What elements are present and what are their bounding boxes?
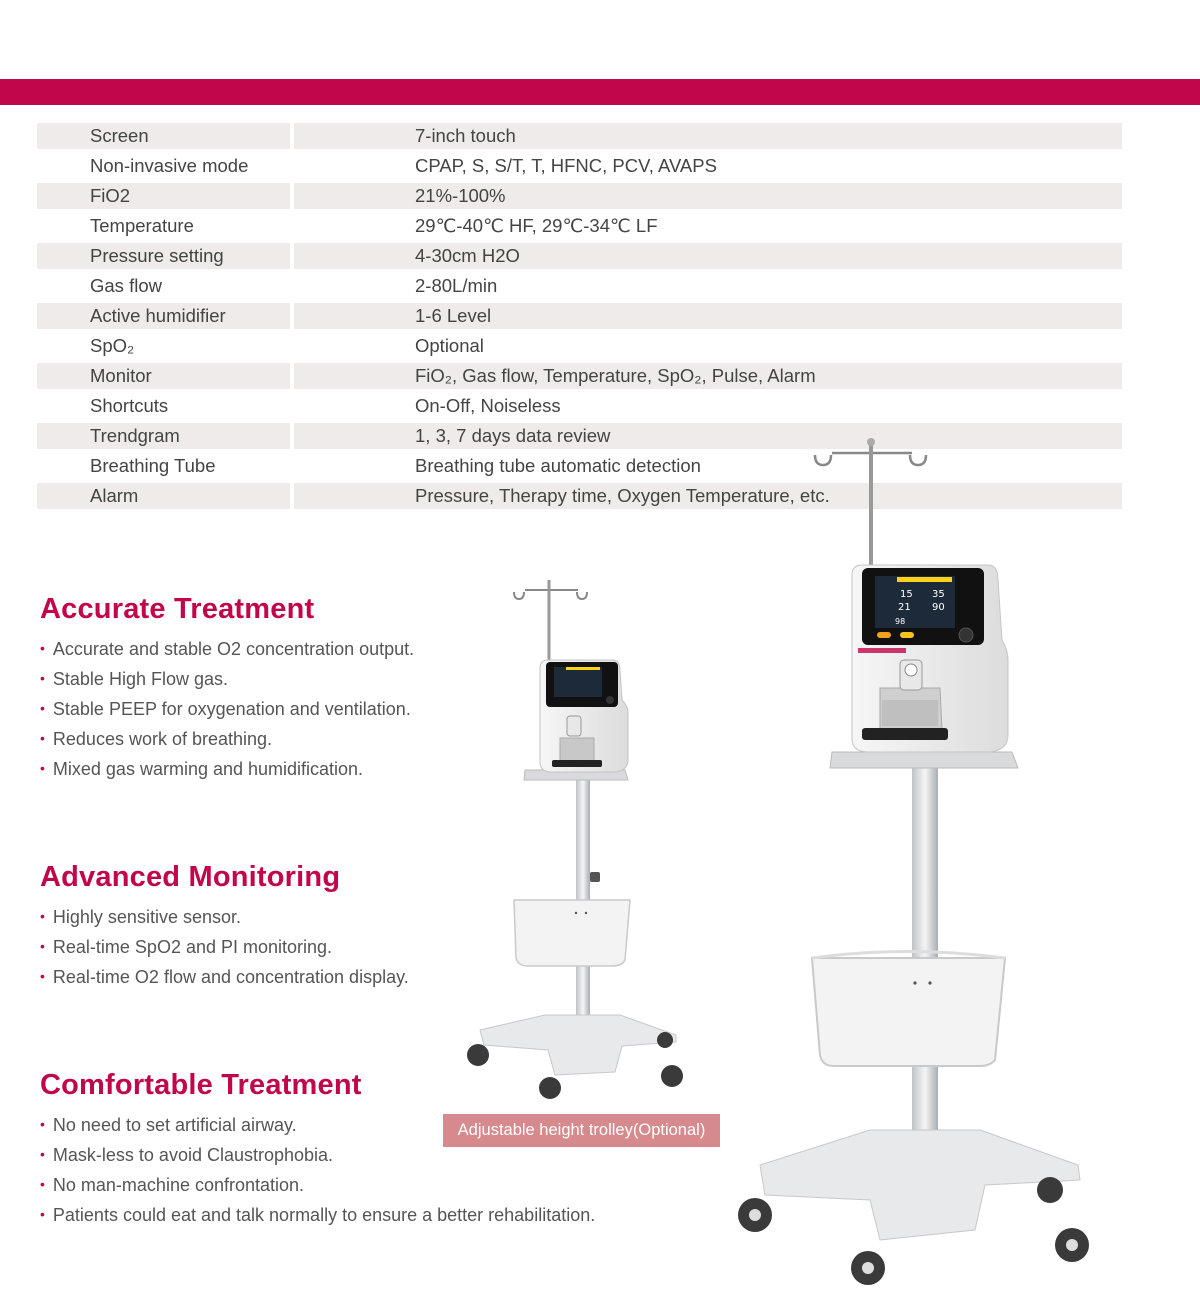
spec-value: FiO₂, Gas flow, Temperature, SpO₂, Pulse, Alarm [294,363,1122,389]
bullet-icon: • [40,968,45,984]
spec-label: Gas flow [90,275,162,296]
bullet-icon: • [40,760,45,776]
list-item: • No man-machine confrontation. [40,1175,305,1195]
spec-value: 4-30cm H2O [294,243,1122,269]
spec-value: 1-6 Level [294,303,1122,329]
trolley-caption: Adjustable height trolley(Optional) [443,1114,720,1147]
bullet-icon: • [40,1116,45,1132]
screen-readout: 21 [898,602,911,613]
spec-value: On-Off, Noiseless [415,395,561,416]
list-item: • Mask-less to avoid Claustrophobia. [40,1145,334,1165]
list-item: • Highly sensitive sensor. [40,907,241,927]
spec-label: SpO₂ [90,335,135,356]
list-item: • Stable High Flow gas. [40,669,228,689]
spec-value: 21%-100% [294,183,1122,209]
section-title: Comfortable Treatment [40,1069,362,1101]
spec-value: CPAP, S, S/T, T, HFNC, PCV, AVAPS [415,155,717,176]
bullet-icon: • [40,938,45,954]
screen-readout: 35 [932,589,945,600]
section-comfortable-treatment [40,1069,595,1230]
spec-label: Monitor [37,363,290,389]
small-trolley [467,580,683,1099]
list-item: • Stable PEEP for oxygenation and ventilation. [40,699,411,719]
screen-readout: 90 [932,602,945,613]
spec-value: 29℃-40℃ HF, 29℃-34℃ LF [415,215,658,236]
bullet-icon: • [40,908,45,924]
spec-label: Breathing Tube [90,455,216,476]
section-title: Accurate Treatment [40,593,315,625]
screen-readout: 15 [900,589,913,600]
spec-value: Optional [415,335,484,356]
spec-label: Temperature [90,215,194,236]
spec-value: 7-inch touch [294,123,1122,149]
spec-value: 1, 3, 7 days data review [294,423,1122,449]
spec-label: Non-invasive mode [90,155,249,176]
list-item: • No need to set artificial airway. [40,1115,297,1135]
list-item: • Real-time O2 flow and concentration display. [40,967,409,987]
spec-label: Alarm [37,483,290,509]
section-advanced-monitoring [40,861,409,992]
bullet-icon: • [40,1206,45,1222]
bullet-icon: • [40,1146,45,1162]
spec-value: Pressure, Therapy time, Oxygen Temperature, etc. [294,483,1122,509]
spec-label: FiO2 [37,183,290,209]
screen-readout: 98 [895,617,906,626]
list-item: • Mixed gas warming and humidification. [40,759,364,779]
section-title: Advanced Monitoring [40,861,341,893]
bullet-icon: • [40,730,45,746]
spec-label: Shortcuts [90,395,169,416]
spec-label: Screen [37,123,290,149]
bullet-icon: • [40,700,45,716]
spec-label: Pressure setting [37,243,290,269]
list-item: • Real-time SpO2 and PI monitoring. [40,937,333,957]
spec-value: Breathing tube automatic detection [415,455,701,476]
list-item: • Patients could eat and talk normally to ensure a better rehabilitation. [40,1205,596,1225]
spec-value: 2-80L/min [415,275,498,296]
list-item: • Accurate and stable O2 concentration output. [40,639,415,659]
bullet-icon: • [40,1176,45,1192]
bullet-icon: • [40,670,45,686]
large-trolley [738,438,1089,1285]
section-accurate-treatment [40,593,414,784]
spec-label: Active humidifier [37,303,290,329]
bullet-icon: • [40,640,45,656]
spec-label: Trendgram [37,423,290,449]
list-item: • Reduces work of breathing. [40,729,273,749]
